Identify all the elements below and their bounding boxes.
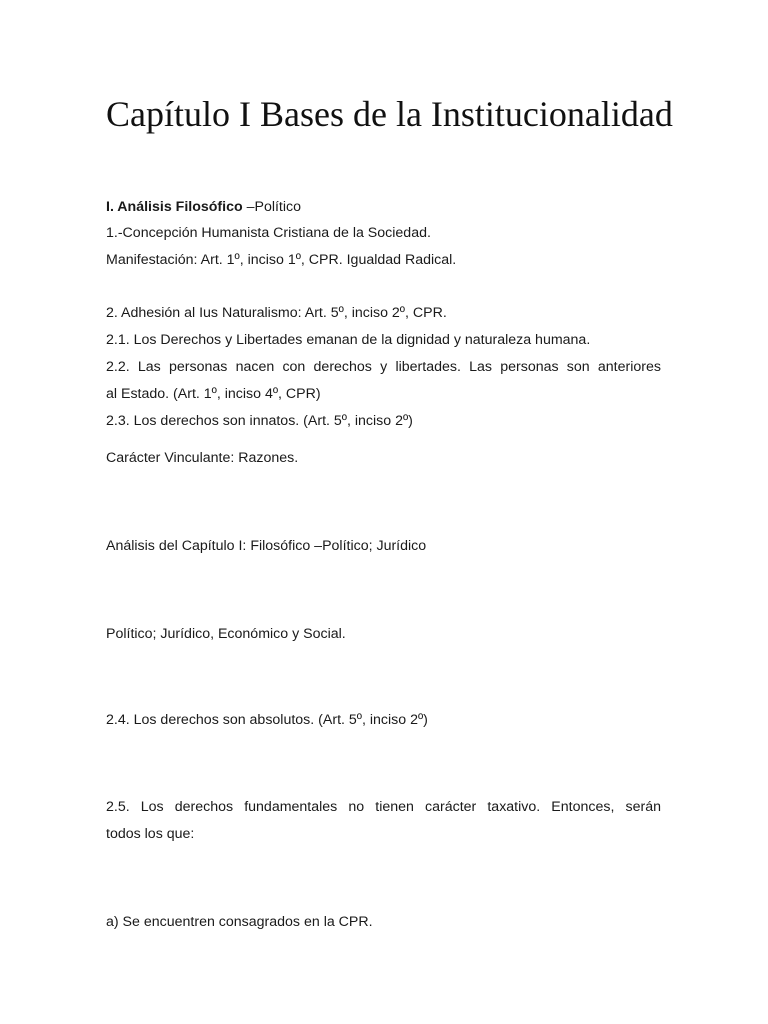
paragraph-line: 2.1. Los Derechos y Libertades emanan de la dignidad y naturaleza humana. bbox=[106, 332, 591, 348]
paragraph-line: Análisis del Capítulo I: Filosófico –Político; Jurídico bbox=[106, 538, 427, 554]
paragraph-line: Carácter Vinculante: Razones. bbox=[106, 450, 299, 466]
paragraph-line: Manifestación: Art. 1º, inciso 1º, CPR. Igualdad Radical. bbox=[106, 252, 457, 268]
paragraph-line: 2.2. Las personas nacen con derechos y libertades. Las personas son anteriores bbox=[106, 359, 661, 375]
paragraph-line: Político; Jurídico, Económico y Social. bbox=[106, 626, 346, 642]
section-heading-rest: –Político bbox=[242, 199, 302, 215]
paragraph-line: al Estado. (Art. 1º, inciso 4º, CPR) bbox=[106, 386, 321, 402]
chapter-title: Capítulo I Bases de la Institucionalidad bbox=[106, 94, 673, 134]
paragraph-line: 2.3. Los derechos son innatos. (Art. 5º, inciso 2º) bbox=[106, 413, 413, 429]
paragraph-line: 2. Adhesión al Ius Naturalismo: Art. 5º, inciso 2º, CPR. bbox=[106, 305, 447, 321]
paragraph-line: 2.4. Los derechos son absolutos. (Art. 5º, inciso 2º) bbox=[106, 712, 428, 728]
paragraph-line: a) Se encuentren consagrados en la CPR. bbox=[106, 914, 373, 930]
section-heading bbox=[106, 197, 661, 217]
paragraph-line: 1.-Concepción Humanista Cristiana de la Sociedad. bbox=[106, 225, 431, 241]
paragraph-line: 2.5. Los derechos fundamentales no tienen carácter taxativo. Entonces, serán bbox=[106, 799, 661, 815]
paragraph-line: todos los que: bbox=[106, 826, 195, 842]
section-heading-bold: I. Análisis Filosófico bbox=[106, 199, 243, 215]
